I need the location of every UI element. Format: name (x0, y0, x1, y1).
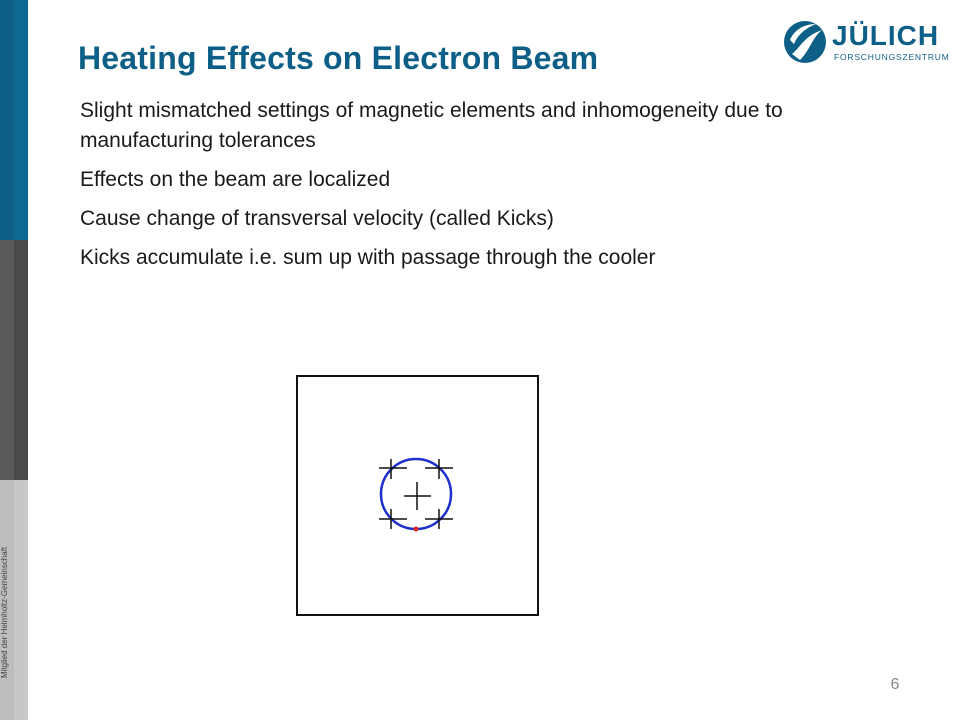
juelich-emblem-icon (782, 14, 830, 68)
bullet-item: Kicks accumulate i.e. sum up with passage through the cooler (80, 246, 656, 269)
membership-label: Mitglied der Helmholtz-Gemeinschaft (0, 546, 9, 678)
logo-name: JÜLICH (832, 20, 940, 51)
logo-subtitle: FORSCHUNGSZENTRUM (834, 52, 950, 62)
bullet-item: Cause change of transversal velocity (called Kicks) (80, 207, 554, 230)
bullet-item: Slight mismatched settings of magnetic elements and inhomogeneity due to manufacturing tolerances (80, 99, 783, 152)
bullet-list (80, 96, 860, 282)
beam-position-marker (414, 527, 419, 532)
juelich-logo (782, 14, 950, 68)
page-number: 6 (890, 676, 900, 693)
sidebar-bar-blue (0, 0, 28, 240)
slide-title: Heating Effects on Electron Beam (78, 40, 599, 76)
bullet-item: Effects on the beam are localized (80, 168, 391, 191)
beam-cross-section-figure (295, 374, 541, 618)
sidebar-bar-dark (0, 240, 28, 480)
